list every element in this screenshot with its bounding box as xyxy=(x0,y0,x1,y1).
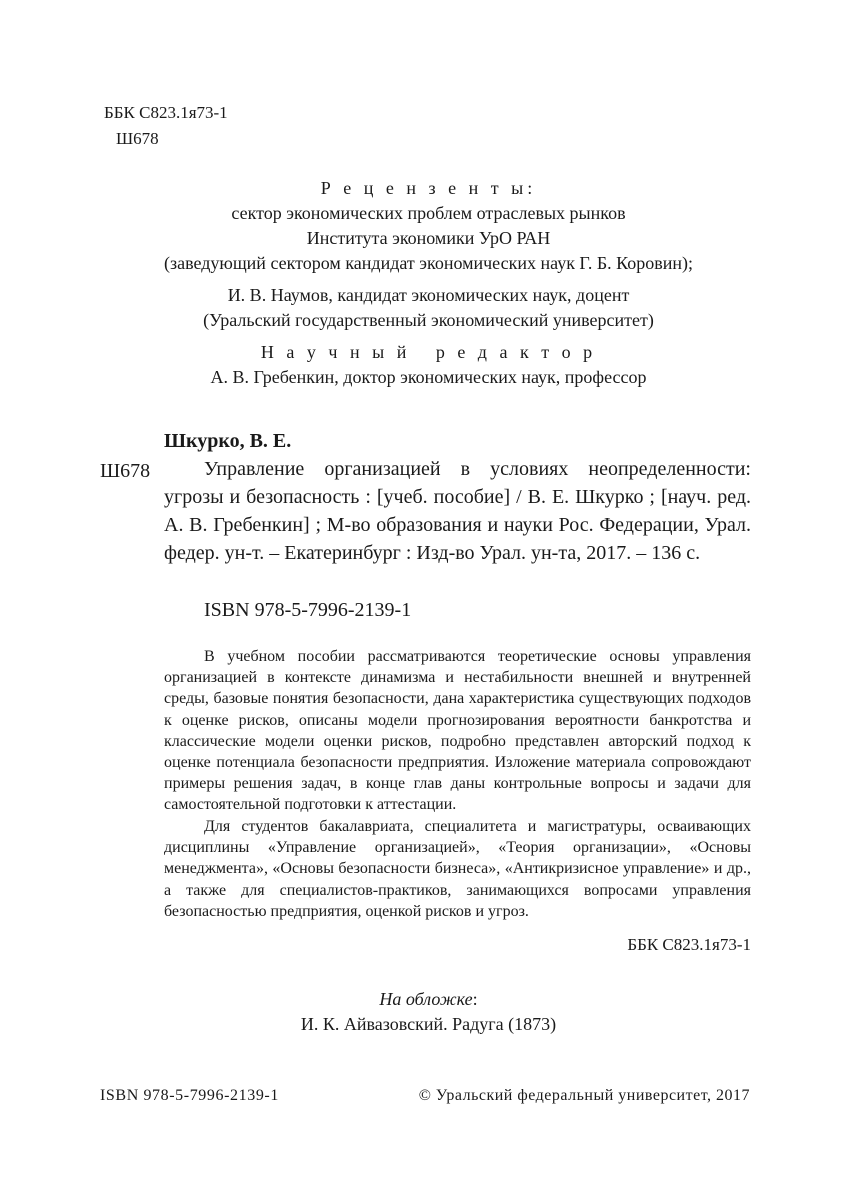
editor-heading: Н а у ч н ы й р е д а к т о р xyxy=(260,342,597,362)
reviewers-heading: Р е ц е н з е н т ы: xyxy=(320,178,537,198)
abstract-bbk: ББК С823.1я73-1 xyxy=(627,935,751,954)
bbk-code: ББК С823.1я73-1 xyxy=(104,103,228,122)
editor-section xyxy=(100,340,757,390)
reviewer-line: И. В. Наумов, кандидат экономических наук, доцент xyxy=(227,285,630,305)
reviewer-line: Института экономики УрО РАН xyxy=(306,228,551,248)
catalog-description: Управление организацией в условиях неопределенности: угрозы и безопасность : [учеб. пособие] / В. Е. Шкурко ; [науч. ред. А. В. Гребенкин] ; М-во образования и науки Рос. Федерации, Урал. федер. ун-т. – Екатеринбург : Изд-во Урал. ун-та, 2017. – 136 с. xyxy=(164,458,751,564)
cover-text: И. К. Айвазовский. Радуга (1873) xyxy=(300,1014,557,1034)
reviewer-gap xyxy=(100,276,757,283)
catalog-isbn: ISBN 978-5-7996-2139-1 xyxy=(204,599,412,621)
catalog-index: Ш678 xyxy=(100,460,151,482)
cover-label: На обложке xyxy=(379,989,473,1009)
bbk-block xyxy=(104,100,228,152)
reviewer-line: (заведующий сектором кандидат экономических наук Г. Б. Коровин); xyxy=(163,253,694,273)
cover-colon: : xyxy=(472,989,478,1009)
editor-name: А. В. Гребенкин, доктор экономических наук, профессор xyxy=(210,367,647,387)
reviewer-line: сектор экономических проблем отраслевых рынков xyxy=(231,203,626,223)
catalog-author: Шкурко, В. Е. xyxy=(164,430,292,452)
reviewers-section xyxy=(100,176,757,333)
footer-isbn: ISBN 978-5-7996-2139-1 xyxy=(100,1087,279,1104)
cover-section xyxy=(100,987,757,1037)
footer-copyright: © Уральский федеральный университет, 2017 xyxy=(418,1087,750,1104)
abstract-paragraph-2: Для студентов бакалавриата, специалитета и магистратуры, осваивающих дисциплины «Управление организацией», «Теория организации», «Основы менеджмента», «Основы безопасности бизнеса», «Антикризисное управление» и др., а также для специалистов-практиков, занимающихся вопросами управления безопасностью предприятия, оценкой рисков и угроз. xyxy=(164,818,751,920)
author-mark: Ш678 xyxy=(116,129,159,148)
abstract-paragraph-1: В учебном пособии рассматриваются теоретические основы управления организацией в контексте динамизма и нестабильности внешней и внутренней среды, базовые понятия безопасности, дана характеристика существующих подходов к оценке рисков, описаны модели прогнозирования вероятности банкротства и классические модели оценки рисков, подробно представлен авторский подход к оценке потенциала безопасности предприятия. Изложение материала сопровождают примеры решения задач, в конце глав даны контрольные вопросы и задачи для самостоятельной подготовки к аттестации. xyxy=(164,648,751,814)
cover-label-line xyxy=(100,987,757,1012)
reviewer-line: (Уральский государственный экономический университет) xyxy=(203,310,654,330)
